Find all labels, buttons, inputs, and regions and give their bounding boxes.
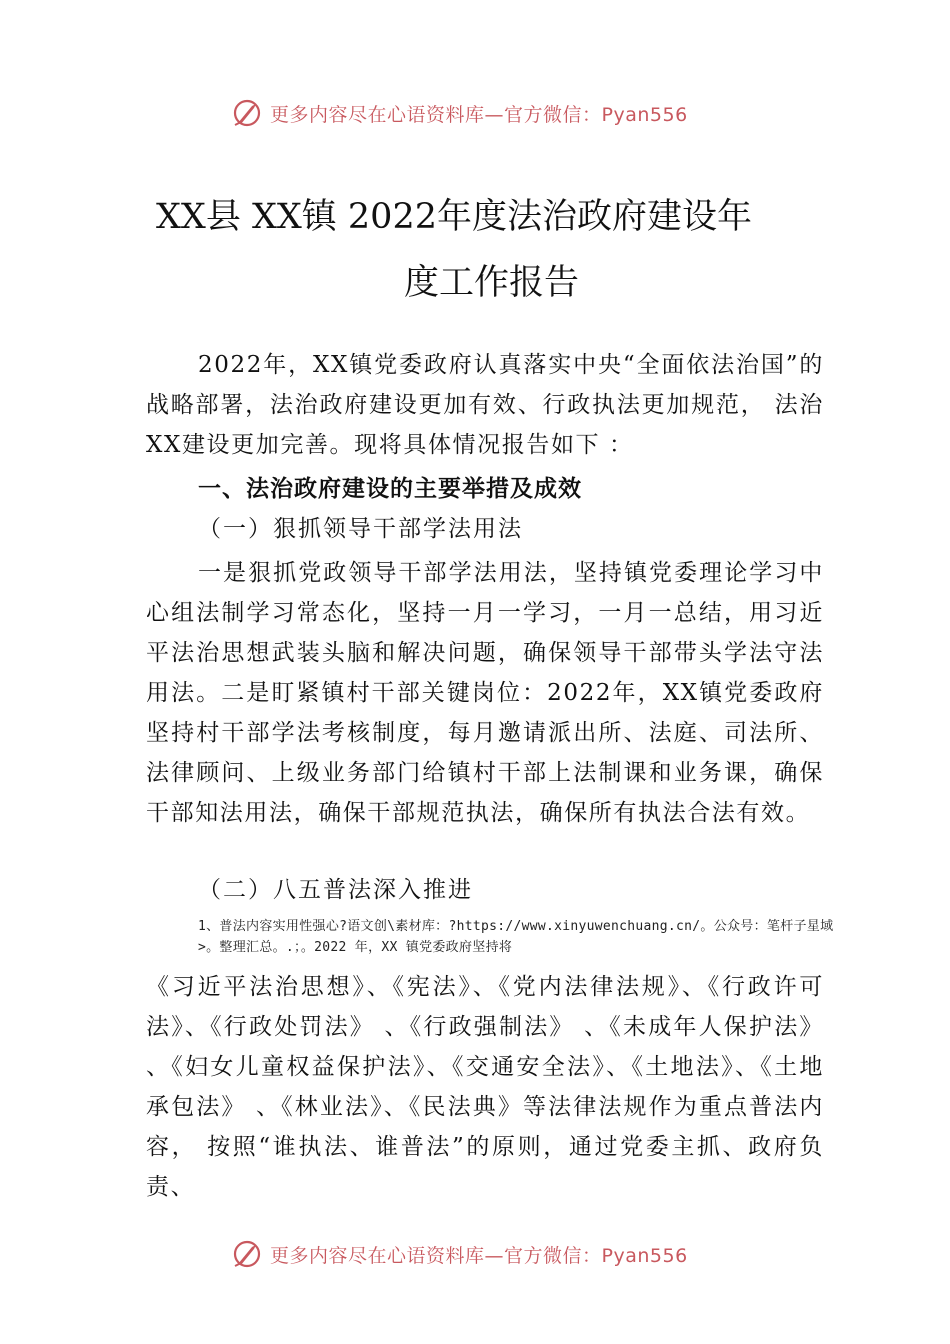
subsection-2-body: 《习近平法治思想》、《宪法》、《党内法律法规》、《行政许可法》、《行政处罚法》 、《行政强制法》 、《未成年人保护法》 、《妇女儿童权益保护法》、《交通安全法》、《土地法》、《土地承包法》 、《林业法》、《民法典》等法律法规作为重点普法内容， 按照“谁执法、谁普法”的原则，通过党委主抓、政府负责、	[146, 974, 824, 1200]
subsection-1-heading: （一）狠抓领导干部学法用法	[198, 516, 523, 542]
subsection-1-body: 一是狠抓党政领导干部学法用法，坚持镇党委理论学习中心组法制学习常态化，坚持一月一学习，一月一总结，用习近平法治思想武装头脑和解决问题，确保领导干部带头学法守法用法。二是盯紧镇村干部关键岗位：2022年，XX镇党委政府坚持村干部学法考核制度，每月邀请派出所、法庭、司法所、法律顾问、上级业务部门给镇村干部上法制课和业务课，确保干部知法用法，确保干部规范执法，确保所有执法合法有效。	[146, 560, 824, 826]
title-line-2: 度工作报告	[404, 263, 580, 303]
watermark-text: 更多内容尽在心语资料库—官方微信：Pyan556	[270, 1244, 688, 1267]
subsection-2-heading: （二）八五普法深入推进	[198, 877, 473, 903]
section-1-heading: 一、法治政府建设的主要举措及成效	[198, 476, 582, 502]
document-title	[140, 184, 840, 316]
watermark-footer	[232, 1237, 732, 1271]
quill-logo-icon	[232, 1239, 262, 1269]
title-line-1: XX县 XX镇 2022年度法治政府建设年	[156, 197, 752, 237]
quill-logo-icon	[232, 98, 262, 128]
watermark-header	[232, 96, 732, 130]
watermark-text: 更多内容尽在心语资料库—官方微信：Pyan556	[270, 103, 688, 126]
footnote-text: 1、普法内容实用性强心?语文创\素材库：?https://www.xinyuwenchuang.cn/。公众号：笔杆子星域>。整理汇总。.；。2022 年，XX 镇党委政府坚持将	[198, 919, 834, 955]
intro-paragraph: 2022年，XX镇党委政府认真落实中央“全面依法治国”的战略部署，法治政府建设更加有效、行政执法更加规范， 法治XX建设更加完善。现将具体情况报告如下 ：	[146, 352, 824, 458]
